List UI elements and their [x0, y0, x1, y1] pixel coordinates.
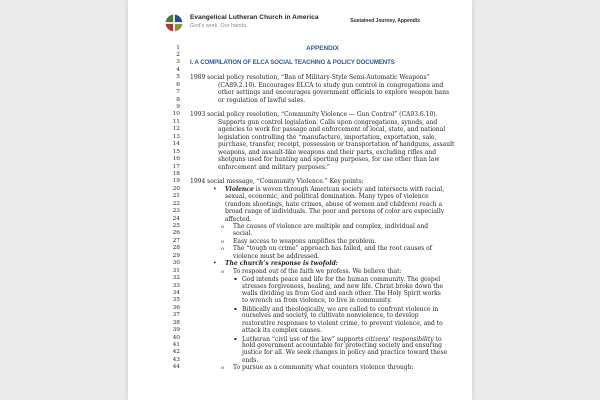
line-number: 7 [176, 89, 180, 96]
line-number: 36 [172, 304, 180, 311]
line-number: 8 [176, 96, 180, 103]
line-text: Supports gun control legislation. Calls upon congregations, synods, and [218, 118, 438, 126]
line-number: 14 [172, 141, 180, 148]
line-number: 29 [172, 252, 180, 259]
document-body [128, 45, 472, 372]
document-line [128, 364, 472, 371]
document-line [128, 275, 472, 282]
document-line [128, 52, 472, 59]
line-text: stresses forgiveness, healing, and new life. Christ broke down the [242, 282, 444, 290]
org-tagline: God's work. Our hands. [190, 23, 248, 29]
document-line [128, 97, 472, 104]
bullet-marker-icon: ▪ [234, 276, 237, 282]
document-line [128, 312, 472, 319]
document-line [128, 349, 472, 356]
line-number: 15 [172, 148, 180, 155]
line-number: 34 [172, 289, 180, 296]
elca-logo-icon [164, 13, 184, 33]
line-number: 44 [172, 364, 180, 371]
document-line [128, 141, 472, 148]
line-text: I. A COMPILATION OF ELCA SOCIAL TEACHING & POLICY DOCUMENTS [190, 59, 395, 67]
document-line [128, 134, 472, 141]
line-text: social. [233, 230, 253, 238]
line-text: legislation controlling the “manufacture, importation, exportation, sale, [218, 133, 437, 141]
line-number: 6 [176, 81, 180, 88]
line-text: ▪ Biblically and theologically, we are called to confront violence in [234, 305, 439, 313]
document-line [128, 268, 472, 275]
line-text: other settings and encourages government officials to explore weapon bans [218, 89, 450, 97]
document-line [128, 216, 472, 223]
document-line [128, 126, 472, 133]
line-text: purchase, transfer, receipt, possession or transportation of handguns, assault [218, 141, 455, 149]
line-text: o To pursue as a community what counters violence through: [221, 364, 414, 372]
line-text: shotguns used for hunting and sporting purposes, for use other than law [218, 156, 440, 164]
document-line [128, 74, 472, 81]
line-text: ▪ Lutheran “civil use of the law” supports citizens’ responsibility to [234, 335, 442, 343]
line-text: attack its complex causes. [242, 327, 322, 335]
line-number: 33 [172, 282, 180, 289]
line-number: 19 [172, 178, 180, 185]
line-text [180, 104, 455, 111]
line-text: • The church’s response is twofold: [213, 260, 339, 268]
line-text: o To respond out of the faith we profess. We believe that: [221, 267, 402, 275]
line-text: walls dividing us from God and each other. The Holy Spirit works [242, 289, 441, 297]
line-number: 11 [172, 118, 180, 125]
line-text: to wrench us from violence, to live in community. [242, 297, 392, 305]
document-line [128, 201, 472, 208]
document-header [164, 12, 472, 36]
line-text: broad range of individuals. The poor and persons of color are especially [225, 208, 445, 216]
line-number: 30 [172, 260, 180, 267]
line-number: 21 [172, 193, 180, 200]
line-text: APPENDIX [306, 44, 339, 52]
document-line [128, 119, 472, 126]
line-number: 2 [176, 51, 180, 58]
line-number: 41 [172, 342, 180, 348]
line-number: 38 [172, 319, 180, 326]
line-number: 37 [172, 312, 180, 319]
line-number: 13 [172, 133, 180, 140]
line-number: 31 [172, 267, 180, 274]
document-line [128, 223, 472, 230]
document-line [128, 59, 472, 66]
document-line [128, 178, 472, 185]
line-text: ourselves and society, to cultivate nonviolence, to develop [242, 312, 419, 320]
line-number: 4 [176, 66, 180, 73]
bullet-marker-icon: o [221, 268, 225, 275]
line-number: 23 [172, 208, 180, 215]
line-number: 10 [172, 111, 180, 118]
line-text: or regulation of lawful sales. [218, 96, 306, 104]
document-page [128, 0, 472, 400]
line-text: weapons, and assault-like weapons and their parts, excluding rifles and [218, 148, 437, 156]
document-line [128, 283, 472, 290]
line-text: restorative responses to violent crime, to prevent violence, and to [242, 319, 443, 327]
document-line [128, 357, 472, 364]
document-line [128, 164, 472, 171]
line-number: 25 [172, 223, 180, 229]
document-line [128, 171, 472, 178]
line-text: justice for all. We seek changes in policy and practice toward these [242, 349, 448, 357]
line-text: (random shootings, hate crimes, abuse of women and children) reach a [225, 200, 443, 208]
line-number: 20 [172, 185, 180, 192]
line-text: (CA89.2.10). Encourages ELCA to study gun control in congregations and [218, 81, 444, 89]
line-number: 40 [172, 334, 180, 341]
line-number: 1 [176, 44, 180, 51]
line-number: 5 [176, 74, 180, 81]
bullet-marker-icon: o [221, 246, 225, 253]
document-line [128, 320, 472, 327]
line-text: agencies to work for passage and enforcement of local, state, and national [218, 126, 446, 134]
document-line [128, 89, 472, 96]
line-number: 17 [172, 163, 180, 170]
line-text: 1994 social message, “Community Violence.” Key points: [190, 178, 364, 186]
bullet-marker-icon: ▪ [234, 305, 237, 311]
document-line [128, 253, 472, 260]
document-line [128, 297, 472, 304]
line-text: o Easy access to weapons amplifies the problem. [221, 237, 377, 245]
line-number: 35 [172, 297, 180, 304]
document-line [128, 45, 472, 52]
line-text: 1993 social policy resolution, “Community Violence — Gun Control” (CA93.6.10). [190, 111, 438, 119]
document-line [128, 82, 472, 89]
line-text: o The “tough on crime” approach has failed, and the root causes of [221, 245, 432, 253]
document-line [128, 327, 472, 334]
line-number: 12 [172, 126, 180, 133]
line-number: 26 [172, 230, 180, 237]
bullet-marker-icon: o [221, 238, 225, 245]
line-text: violence must be addressed. [233, 252, 320, 260]
line-number: 28 [172, 245, 180, 252]
bullet-marker-icon: • [213, 185, 217, 193]
document-line [128, 149, 472, 156]
line-number: 24 [172, 215, 180, 222]
line-text: ▪ God intends peace and life for the human community. The gospel [234, 276, 441, 284]
document-line [128, 245, 472, 252]
bullet-marker-icon: o [221, 224, 225, 230]
line-text: sexual, economic, and political domination. Many types of violence [225, 193, 429, 201]
line-number: 18 [172, 170, 180, 177]
document-line [128, 104, 472, 111]
line-number: 32 [172, 275, 180, 282]
line-number: 39 [172, 327, 180, 334]
line-number: 43 [172, 356, 180, 363]
line-text: ends. [242, 356, 259, 364]
document-line [128, 230, 472, 237]
bullet-marker-icon: • [213, 260, 217, 268]
document-line [128, 342, 472, 349]
document-line [128, 208, 472, 215]
line-text: o The causes of violence are multiple and complex, individual and [221, 223, 429, 230]
line-number: 27 [172, 237, 180, 244]
line-text: • Violence is woven through American society and intersects with racial, [213, 185, 445, 193]
document-line [128, 186, 472, 193]
line-text [180, 52, 455, 59]
line-number: 3 [176, 59, 180, 66]
doc-reference: Sustained Journey, Appendix [350, 18, 420, 24]
line-text: affected. [225, 215, 252, 223]
bullet-marker-icon: o [221, 365, 225, 372]
document-line [128, 260, 472, 267]
line-number: 16 [172, 156, 180, 163]
line-text: 1989 social policy resolution, “Ban of Military-Style Semi-Automatic Weapons” [190, 74, 430, 82]
document-line [128, 193, 472, 200]
line-text: enforcement and military purposes.” [218, 163, 330, 171]
document-line [128, 290, 472, 297]
document-line [128, 305, 472, 312]
line-text [180, 67, 455, 74]
line-number: 42 [172, 349, 180, 356]
line-number: 22 [172, 200, 180, 207]
line-number: 9 [176, 104, 180, 110]
header-text-block [190, 14, 319, 29]
document-line [128, 67, 472, 74]
org-name: Evangelical Lutheran Church in America [190, 14, 319, 21]
line-text [180, 171, 455, 178]
line-text: hold government accountable for protecting society and ensuring [242, 342, 443, 349]
document-line [128, 335, 472, 342]
document-line [128, 238, 472, 245]
document-line [128, 111, 472, 118]
bullet-marker-icon: ▪ [234, 335, 237, 341]
document-line [128, 156, 472, 163]
